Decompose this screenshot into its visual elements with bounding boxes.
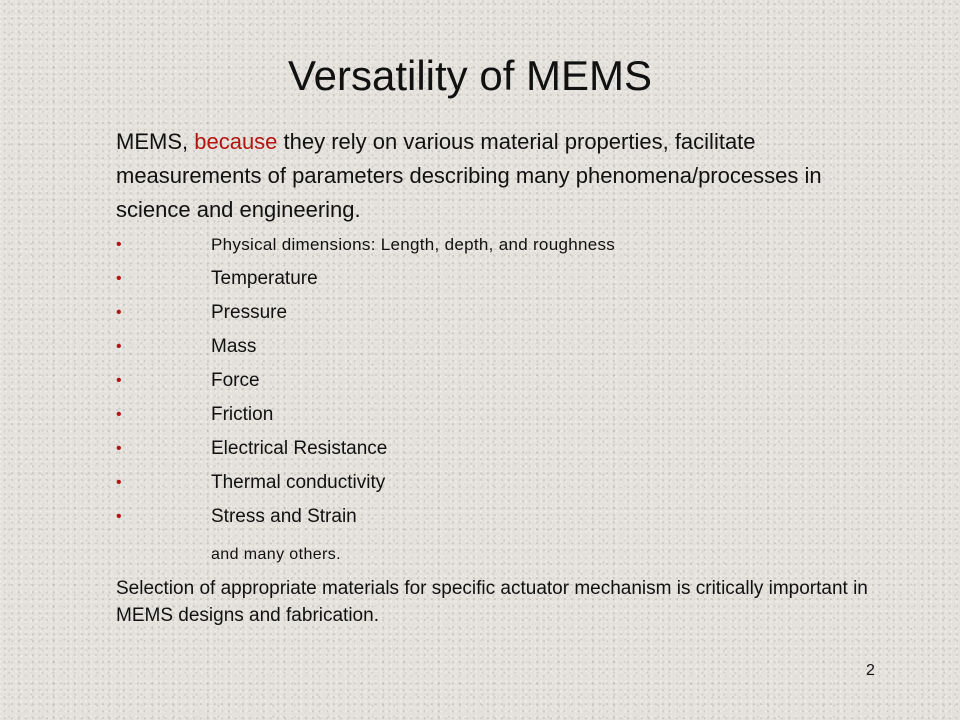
- bullet-text: Mass: [211, 336, 257, 357]
- bullet-icon: •: [116, 372, 122, 389]
- bullet-icon: •: [116, 440, 122, 457]
- bullet-text: Physical dimensions: Length, depth, and roughness: [211, 235, 616, 254]
- and-many-others-text: and many others.: [211, 546, 342, 563]
- intro-paragraph: [116, 125, 876, 227]
- bullet-icon: •: [116, 338, 122, 355]
- bullet-text: Thermal conductivity: [211, 472, 386, 493]
- bullet-text: Friction: [211, 404, 274, 425]
- bullet-icon: •: [116, 236, 122, 253]
- slide-title: Versatility of MEMS: [287, 52, 653, 99]
- bullet-text: Electrical Resistance: [211, 438, 388, 459]
- bullet-icon: •: [116, 406, 122, 423]
- intro-text-end: they rely on various material properties, facilitate measurements of parameters describing many phenomena/processes in science and engineering.: [116, 129, 822, 222]
- bullet-icon: •: [116, 304, 122, 321]
- intro-highlight: because: [194, 129, 278, 154]
- bullet-icon: •: [116, 474, 122, 491]
- page-number: 2: [866, 662, 875, 679]
- closing-paragraph: Selection of appropriate materials for specific actuator mechanism is critically important in MEMS designs and fabrication.: [116, 578, 868, 626]
- bullet-icon: •: [116, 508, 122, 525]
- intro-text-start: MEMS,: [116, 129, 195, 154]
- bullet-text: Stress and Strain: [211, 506, 357, 527]
- bullet-text: Pressure: [211, 302, 288, 323]
- bullet-text: Temperature: [211, 268, 318, 289]
- bullet-text: Force: [211, 370, 260, 391]
- bullet-icon: •: [116, 270, 122, 287]
